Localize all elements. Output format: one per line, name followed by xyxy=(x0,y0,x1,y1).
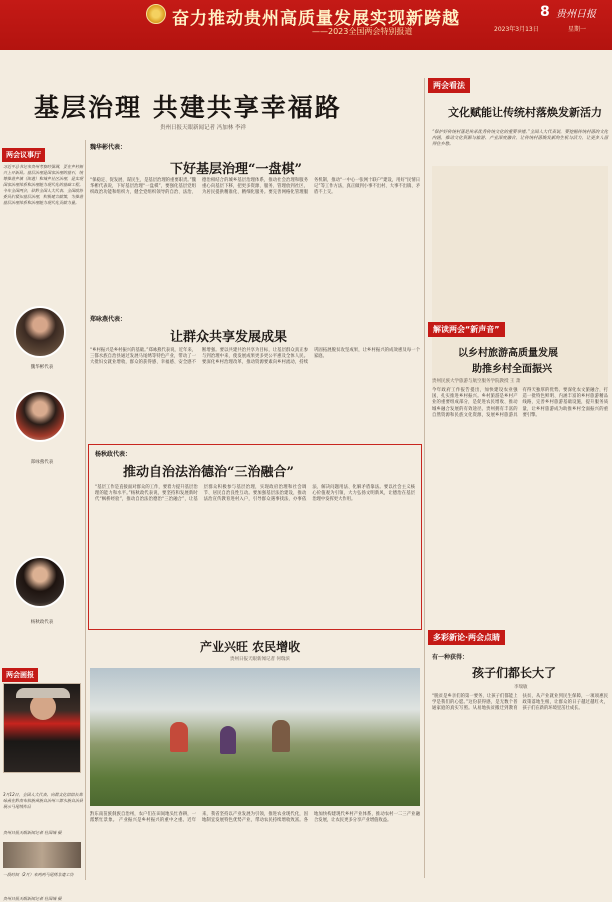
right-body-3: “脱贫是乡亲们的第一要务，让孩子们都能上学是我们的心愿。”这份获得感，是无数个普通家庭的真实写照。从易地扶贫搬迁到教育扶贫，从产业就业到民生保障，一项项惠民政策落地生根，让群众的日子越过越红火，孩子们在新的环境里茁壮成长。 xyxy=(432,694,608,712)
article-3-box xyxy=(88,444,422,630)
right-body-1: “保护好传统村落是传承优秀传统文化的重要举措。”全国人大代表说，要挖掘传统村落的文化内涵，推动文化资源与旅游、产业深度融合，让传统村落焕发新的生机与活力，让更多人留得住乡愁。 xyxy=(432,130,608,148)
article-2-body: “乡村振兴是乡村振兴的基础。”郑咏燕代表说，近年来，三都水族自治县通过发展马尾绣等特色产业，带动了一大批妇女就业增收，群众的获得感、幸福感、安全感不断增强。要以共建共治共享为目标，让基层群众真正参与到治理中来，使发展成果更多更公平惠及全体人民。要深化乡村治理改革，推动资源要素向乡村流动，持续巩固拓展脱贫攻坚成果，让乡村振兴的成效惠及每一个家庭。 xyxy=(90,348,420,366)
right-headline-2b: 助推乡村全面振兴 xyxy=(472,364,552,375)
emblem-icon xyxy=(146,4,166,24)
left-column xyxy=(0,50,84,901)
right-byline-2: 贵州民族大学旅游与航空服务学院教授 王 萧 xyxy=(432,379,521,384)
right-headline-2a: 以乡村旅游高质量发展 xyxy=(458,348,558,359)
right-body-2: 今年政府工作报告提出，加快建设农业强国，扎实推进乡村振兴。乡村旅游是乡村产业的重要组成部分，是促进农民增收、推动城乡融合发展的有效途径。贵州拥有丰富的自然资源和民族文化资源，发展乡村旅游具有得天独厚的优势。要深化农文旅融合，打造一批特色鲜明、内涵丰富的乡村旅游精品线路，完善乡村旅游基础设施，提升服务质量，让乡村旅游成为助推乡村全面振兴的重要引擎。 xyxy=(432,388,608,418)
article-4-body xyxy=(90,812,420,872)
section-tag-huabao: 两会画报 xyxy=(2,668,38,682)
paper-name: 贵州日报 xyxy=(556,9,596,20)
right-tag-3: 多彩新论·两会点睛 xyxy=(428,630,505,645)
caption-yang: 杨秋政代表 xyxy=(30,620,54,625)
right-headline-3: 孩子们都长大了 xyxy=(472,666,557,680)
main-headline: 基层治理 共建共享幸福路 xyxy=(34,93,342,122)
article-4-text: 产业振兴是乡村振兴的重中之重。近年来，我省坚持以产业发展为引领，推进农业现代化，因地制宜发展特色优势产业，带动农民持续增收致富。各地加快构建现代乡村产业体系，推动农村一二三产业融合发展，让农民更多分享产业增值收益。 xyxy=(118,812,420,824)
article-4-caption: 黔东南苗族侗族自治州，农户们在田间地头忙春耕，一派繁忙景象。 xyxy=(90,812,196,824)
section-tag-yishiting: 两会议事厅 xyxy=(2,148,45,162)
article-3-title: 推动自治法治德治“三治融合” xyxy=(123,465,294,480)
issue-date: 2023年3月13日 xyxy=(494,26,539,33)
article-1-kicker: 魏华彬代表： xyxy=(90,144,127,151)
art-headdress xyxy=(16,688,70,698)
farmer-figure-1 xyxy=(170,722,188,752)
article-2-title: 让群众共享发展成果 xyxy=(170,330,288,345)
main-byline: 贵州日报天眼新闻记者 冯加林 李祥 xyxy=(160,125,246,131)
article-1 xyxy=(90,142,420,310)
article-4-photo xyxy=(90,668,420,806)
issue-weekday: 星期一 xyxy=(568,26,587,33)
farmer-figure-2 xyxy=(220,726,236,754)
left-intro: 习近平总书记来贵州考察时强调，要在乡村振兴上开新局。基层治理是国家治理的基石，统筹推进乡镇（街道）和城乡社区治理，是实现国家治理体系和治理能力现代化的基础工程。今年全国两会，驻黔全国人大代表、全国政协委员们紧扣基层治理，积极建言献策，为推进基层治理体系和治理能力现代化贡献力量。 xyxy=(3,164,83,205)
art-caption-2: 贵州日报天眼新闻记者 杜国城 摄 xyxy=(3,830,62,835)
portrait-yang xyxy=(14,556,66,608)
column-divider-right xyxy=(424,78,425,878)
portrait-wei xyxy=(14,306,66,358)
right-column xyxy=(428,78,610,888)
article-1-body: “保稳定、促发展、谋民生，是基层治理的重要职责。”魏华彬代表说，下好基层治理“一盘棋”，要强化基层党组织政治功能和组织力，健全党组织领导的自治、法治、德治相结合的城乡基层治理体系，推动社会治理和服务重心向基层下移，把更多资源、服务、管理放到社区，为居民提供精准化、精细化服务。要完善网格化管理服务机制，推动“一中心一张网十联户”建设，用好“民情日记”等工作方法，真正做到小事不出村、大事不出镇、矛盾不上交。 xyxy=(90,178,420,196)
caption-wei: 魏华彬代表 xyxy=(30,365,54,370)
right-byline-3: 李瑞敏 xyxy=(514,685,528,690)
article-4-byline: 贵州日报天眼新闻记者 何瑞滨 xyxy=(230,657,290,662)
article-3-kicker: 杨秋政代表： xyxy=(95,451,132,458)
right-kicker-3: 有一种获得： xyxy=(432,654,469,661)
art-caption-3: 一段时间（2月）来到到马尾绣非遗工坊 xyxy=(3,872,74,877)
art-photo-2 xyxy=(3,842,81,868)
right-headline-1: 文化赋能让传统村落焕发新活力 xyxy=(448,106,602,119)
article-2-kicker: 郑咏燕代表： xyxy=(90,316,127,323)
masthead-subtitle: ——2023全国两会特别报道 xyxy=(312,27,413,36)
right-tag-1: 两会看法 xyxy=(428,78,470,93)
right-tag-2: 解读两会“新声音” xyxy=(428,322,505,337)
article-4-title: 产业兴旺 农民增收 xyxy=(200,640,301,654)
article-1-title: 下好基层治理“一盘棋” xyxy=(170,162,302,177)
farmer-figure-3 xyxy=(272,720,290,752)
masthead xyxy=(0,0,612,50)
column-divider-left xyxy=(85,140,86,880)
article-3-body: “基层工作是直接面对群众的工作，要着力提升基层治理的能力和水平。”杨秋政代表说，要坚持和发展新时代“枫桥经验”，推动自治法治德治“三治融合”，让基层群众积极参与基层治理，实现政府治理和社会调节、居民自治良性互动。要加强基层法治建设，推动法治宣传教育进村入户，引导群众遇事找法、办事依法、解决问题用法、化解矛盾靠法。要以社会主义核心价值观为引领，大力弘扬文明新风，让德治在基层治理中发挥更大作用。 xyxy=(95,485,415,503)
portrait-zheng xyxy=(14,390,66,442)
caption-zheng: 郑咏燕代表 xyxy=(30,460,54,465)
article-4 xyxy=(90,638,420,878)
page-number: 8 xyxy=(540,4,550,20)
art-caption-1: 3月12日，全国人大代表、向群文化馆馆长郑咏燕在黔南布依族苗族自治州三都水族自治县展示马尾绣作品 xyxy=(3,792,83,809)
masthead-title: 奋力推动贵州高质量发展实现新跨越 xyxy=(172,9,460,29)
article-2 xyxy=(90,314,420,434)
art-caption-4: 贵州日报天眼新闻记者 杜国城 摄 xyxy=(3,896,62,901)
art-photo xyxy=(3,683,81,773)
